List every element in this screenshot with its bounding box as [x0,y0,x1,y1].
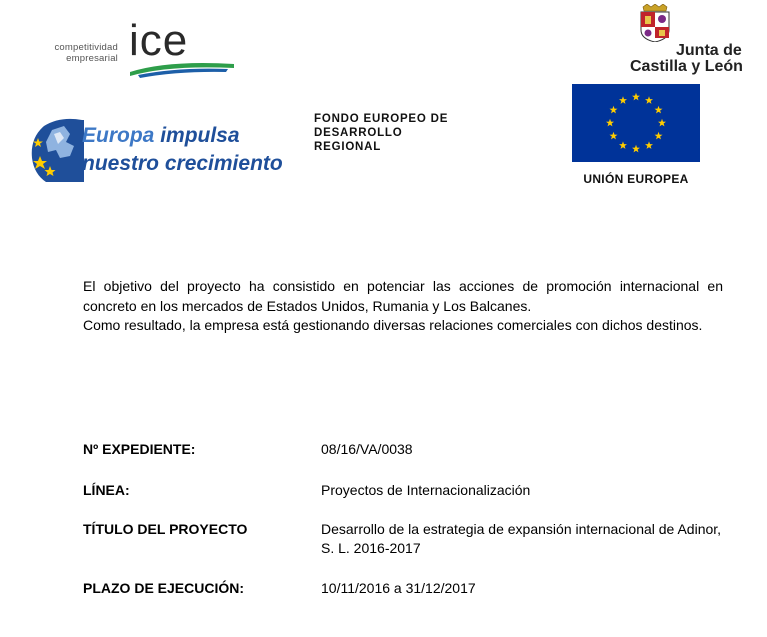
europa-line1 [82,124,240,148]
europa-word: Europa [82,124,155,147]
ice-wordmark: ice [129,16,189,65]
coat-of-arms-icon [638,4,672,42]
plazo-label: PLAZO DE EJECUCIÓN: [83,580,245,596]
expediente-label: Nº EXPEDIENTE: [83,441,196,457]
titulo-label: TÍTULO DEL PROYECTO [83,521,248,537]
linea-label: LÍNEA: [83,482,130,498]
junta-line1: Junta de [676,42,742,59]
titulo-value: Desarrollo de la estrategia de expansión internacional de Adinor, S. L. 2016-2017 [321,521,722,556]
expediente-value: 08/16/VA/0038 [321,441,413,457]
linea-value: Proyectos de Internacionalización [321,482,531,498]
junta-logo [626,4,754,80]
description-paragraph-1: El objetivo del proyecto ha consistido en potenciar las acciones de promoción internacional en concreto en los mercados de Estados Unidos, Rumania y Los Balcanes. [83,278,723,314]
europe-map-emblem-icon [30,116,84,182]
feder-heading [314,112,504,154]
impulsa-word: impulsa [160,124,240,147]
eu-flag-icon [572,84,700,162]
ice-tagline [36,42,118,64]
description-paragraph-2: Como resultado, la empresa está gestionando diversas relaciones comerciales con dichos destinos. [83,317,703,333]
junta-line2: Castilla y León [630,58,743,75]
feder-line1: FONDO EUROPEO DE [314,113,449,125]
europa-line2: nuestro crecimiento [82,152,283,175]
ice-swoosh-icon [128,58,238,78]
feder-line3: REGIONAL [314,141,382,153]
eu-label: UNIÓN EUROPEA [583,172,689,186]
europa-impulsa-logo [30,116,300,184]
project-description [83,277,723,336]
ice-logo [36,16,206,80]
plazo-value: 10/11/2016 a 31/12/2017 [321,580,476,596]
ice-tagline-line2: empresarial [66,53,118,64]
ice-tagline-line1: competitividad [54,42,118,53]
feder-line2: DESARROLLO [314,127,403,139]
